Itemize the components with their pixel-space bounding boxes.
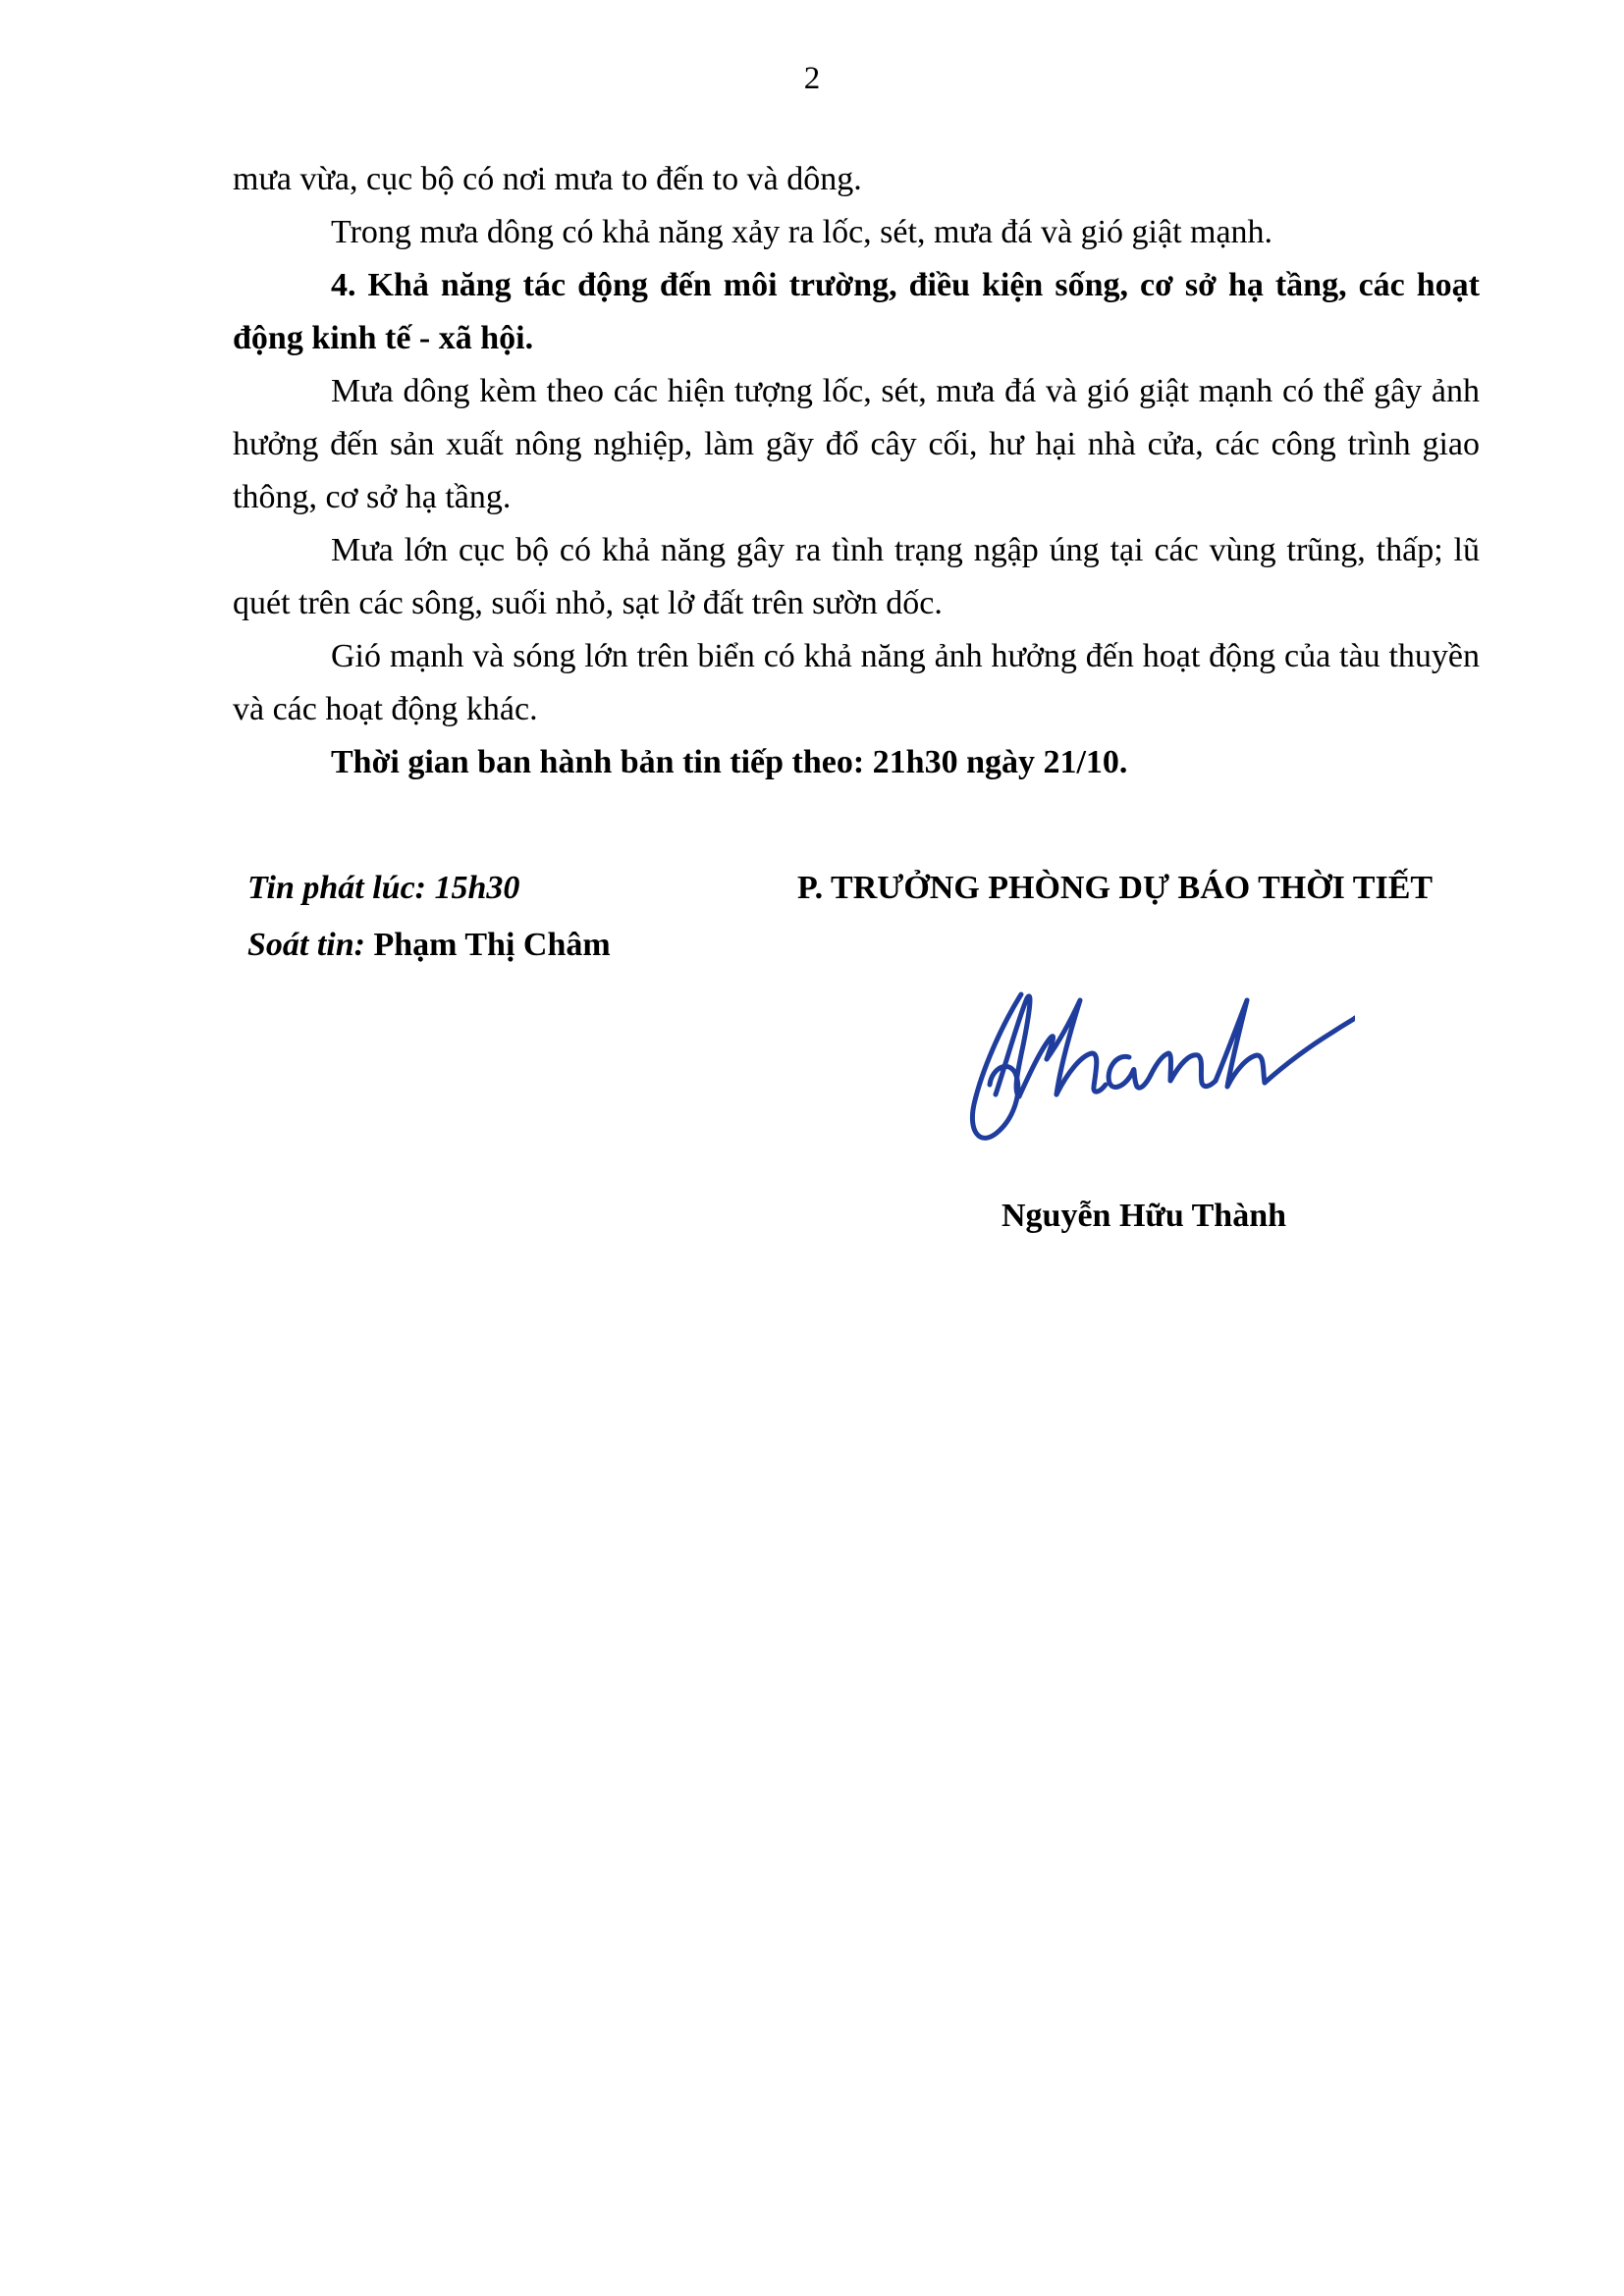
paragraph-1: mưa vừa, cục bộ có nơi mưa to đến to và dông. [233,161,862,197]
issued-label: Tin phát lúc: [247,870,426,906]
reviewed-line [247,917,611,974]
section-heading-4: 4. Khả năng tác động đến môi trường, điều kiện sống, cơ sở hạ tầng, các hoạt động kinh tế - xã hội. [233,267,1480,356]
document-body [233,153,1480,789]
reviewed-label: Soát tin: [247,927,365,963]
paragraph-3: Mưa dông kèm theo các hiện tượng lốc, sét, mưa đá và gió giật mạnh có thể gây ảnh hưởng đến sản xuất nông nghiệp, làm gãy đổ cây cối, hư hại nhà cửa, các công trình giao thông, cơ sở hạ tầng. [233,373,1480,515]
issued-line [247,860,611,917]
paragraph-2: Trong mưa dông có khả năng xảy ra lốc, sét, mưa đá và gió giật mạnh. [331,214,1273,250]
reviewed-by: Phạm Thị Châm [373,927,611,963]
signer-name: Nguyễn Hữu Thành [1001,1198,1287,1234]
issued-time: 15h30 [434,870,520,906]
footer-left [247,860,611,974]
paragraph-4: Mưa lớn cục bộ có khả năng gây ra tình trạng ngập úng tại các vùng trũng, thấp; lũ quét trên các sông, suối nhỏ, sạt lở đất trên sườn dốc. [233,532,1480,621]
paragraph-5: Gió mạnh và sóng lớn trên biển có khả năng ảnh hưởng đến hoạt động của tàu thuyền và các hoạt động khác. [233,638,1480,727]
signer-title: P. TRƯỞNG PHÒNG DỰ BÁO THỜI TIẾT [797,870,1434,906]
page-number: 2 [803,61,821,96]
handwritten-signature [962,977,1355,1148]
next-issue-notice: Thời gian ban hành bản tin tiếp theo: 21h30 ngày 21/10. [331,744,1128,780]
